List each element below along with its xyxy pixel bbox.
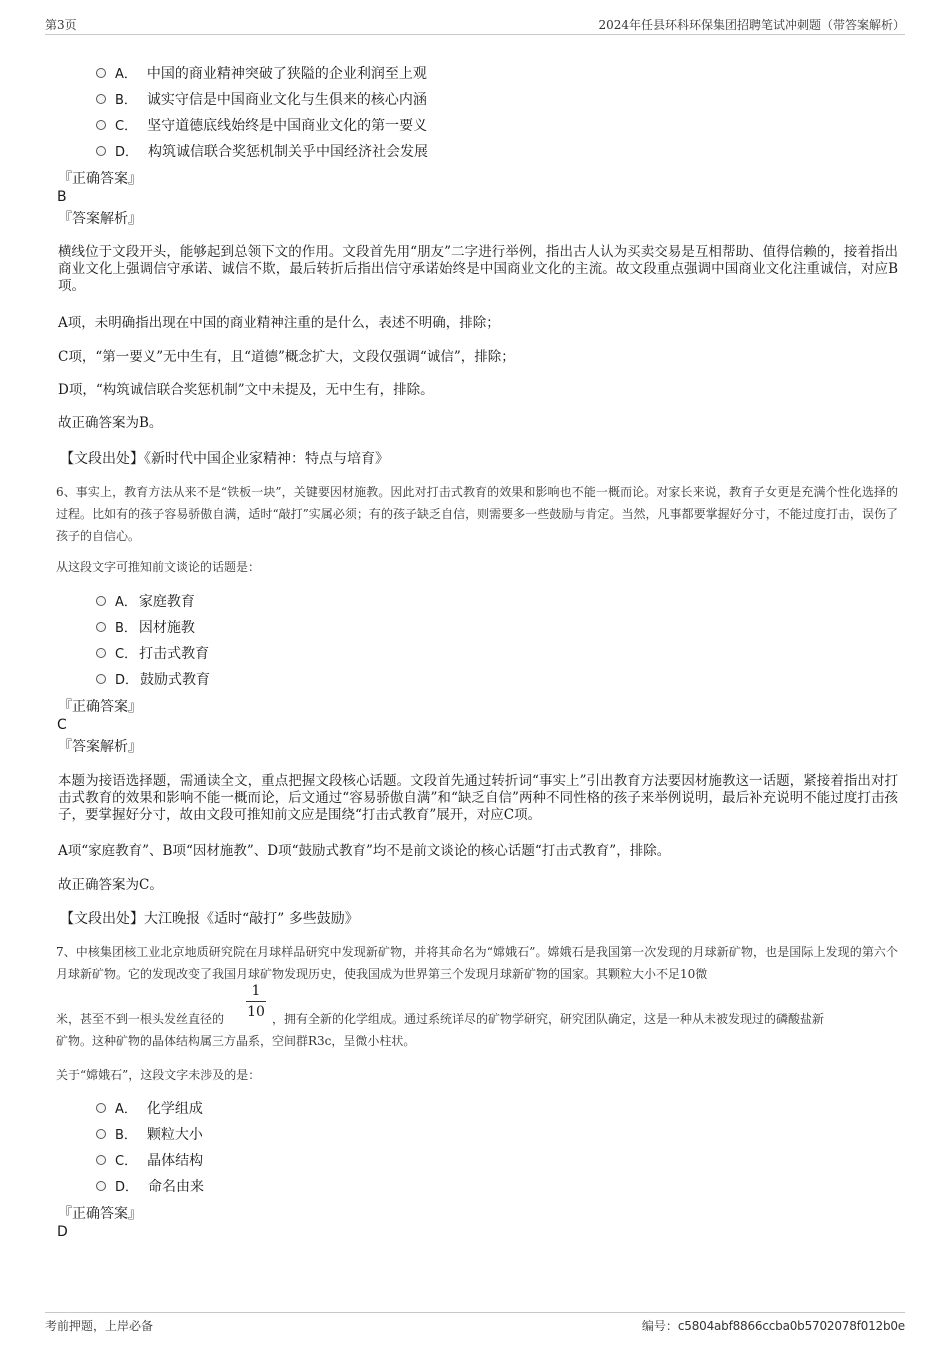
q5-answer: B <box>57 189 67 205</box>
q5-analysis-a: A项，未明确指出现在中国的商业精神注重的是什么，表述不明确，排除； <box>58 315 500 331</box>
q7-stem-line2-pre: 米，甚至不到一根头发丝直径的 <box>56 1012 225 1026</box>
q6-option-b[interactable]: B． 因材施教 <box>96 619 195 638</box>
footer-slogan: 考前押题，上岸必备 <box>45 1319 154 1333</box>
q5-answer-label: 『正确答案』 <box>58 171 142 187</box>
q6-option-d[interactable]: D． 鼓励式教育 <box>96 671 210 690</box>
radio-icon[interactable] <box>96 146 106 156</box>
q7-question: 关于“嫦娥石”，这段文字未涉及的是： <box>56 1068 261 1082</box>
q6-source: 【文段出处】大江晚报《适时“敲打” 多些鼓励》 <box>60 911 359 927</box>
document-code-label: 编号： <box>641 1319 678 1333</box>
radio-icon[interactable] <box>96 648 106 658</box>
q5-analysis-d: D项，“构筑诚信联合奖惩机制”文中未提及，无中生有，排除。 <box>58 382 434 398</box>
q6-stem: 6、事实上，教育方法从来不是“铁板一块”，关键要因材施教。因此对打击式教育的效果和影响也不能一概而论。对家长来说，教育子女更是充满个性化选择的过程。比如有的孩子容易骄傲自满，适时“敲打”实属必须；有的孩子缺乏自信，则需要多一些鼓励与肯定。当然，凡事都要掌握好分寸，不能过度打击，误伤了孩子的自信心。 <box>56 485 898 543</box>
document-title: 2024年任县环科环保集团招聘笔试冲刺题（带答案解析） <box>598 18 905 32</box>
radio-icon[interactable] <box>96 120 106 130</box>
document-code-value: c5804abf8866ccba0b5702078f012b0e <box>677 1319 905 1333</box>
radio-icon[interactable] <box>96 1103 106 1113</box>
radio-icon[interactable] <box>96 596 106 606</box>
q6-answer-label: 『正确答案』 <box>58 699 142 715</box>
q7-answer-label: 『正确答案』 <box>58 1206 142 1222</box>
q5-source: 【文段出处】《新时代中国企业家精神：特点与培育》 <box>60 451 389 467</box>
q7-stem-line2-post: ，拥有全新的化学组成。通过系统详尽的矿物学研究，研究团队确定，这是一种从未被发现过的磷酸盐新 <box>272 1012 825 1026</box>
q6-question: 从这段文字可推知前文谈论的话题是： <box>56 560 261 574</box>
fraction-numerator: 1 <box>251 983 261 999</box>
radio-icon[interactable] <box>96 1155 106 1165</box>
q7-option-b[interactable]: B． 颗粒大小 <box>96 1126 203 1145</box>
q6-analysis-paragraph: 本题为接语选择题，需通读全文，重点把握文段核心话题。文段首先通过转折词“事实上”引出教育方法要因材施教这一话题，紧接着指出对打击式教育的效果和影响不能一概而论，后文通过“容易骄傲自满”和“缺乏自信”两种不同性格的孩子来举例说明，最后补充说明不能过度打击孩子，要掌握好分寸，故由文段可推知前文应是围绕“打击式教育”展开，对应C项。 <box>58 773 898 823</box>
fraction <box>244 982 268 1021</box>
document-code <box>642 1317 905 1334</box>
q5-option-d[interactable]: D． 构筑诚信联合奖惩机制关乎中国经济社会发展 <box>96 143 428 162</box>
radio-icon[interactable] <box>96 1129 106 1139</box>
q5-conclusion: 故正确答案为B。 <box>58 415 163 431</box>
page-header <box>45 14 905 35</box>
q6-analysis-options: A项“家庭教育”、B项“因材施教”、D项“鼓励式教育”均不是前文谈论的核心话题“打击式教育”，排除。 <box>58 843 671 859</box>
radio-icon[interactable] <box>96 68 106 78</box>
q5-option-b[interactable]: B． 诚实守信是中国商业文化与生俱来的核心内涵 <box>96 91 427 110</box>
q5-analysis-paragraph: 横线位于文段开头，能够起到总领下文的作用。文段首先用“朋友”二字进行举例，指出古人认为买卖交易是互相帮助、值得信赖的，接着指出商业文化上强调信守承诺、诚信不欺，最后转折后指出信守承诺始终是中国商业文化的主流。故文段重点强调中国商业文化注重诚信，对应B项。 <box>58 244 898 294</box>
q5-analysis-label: 『答案解析』 <box>58 211 142 227</box>
radio-icon[interactable] <box>96 622 106 632</box>
radio-icon[interactable] <box>96 94 106 104</box>
q7-option-c[interactable]: C． 晶体结构 <box>96 1152 203 1171</box>
radio-icon[interactable] <box>96 674 106 684</box>
page-number: 第3页 <box>45 18 77 32</box>
q6-analysis-label: 『答案解析』 <box>58 739 142 755</box>
q7-option-d[interactable]: D． 命名由来 <box>96 1178 204 1197</box>
q7-option-a[interactable]: A． 化学组成 <box>96 1100 203 1119</box>
q7-stem-line3: 矿物。这种矿物的晶体结构属三方晶系，空间群R3c，呈微小柱状。 <box>56 1034 416 1048</box>
q5-analysis-c: C项，“第一要义”无中生有，且“道德”概念扩大，文段仅强调“诚信”，排除； <box>58 349 515 365</box>
q6-conclusion: 故正确答案为C。 <box>58 877 163 893</box>
q5-option-c[interactable]: C． 坚守道德底线始终是中国商业文化的第一要义 <box>96 117 427 136</box>
q5-option-a[interactable]: A． 中国的商业精神突破了狭隘的企业利润至上观 <box>96 65 427 84</box>
radio-icon[interactable] <box>96 1181 106 1191</box>
q6-option-a[interactable]: A． 家庭教育 <box>96 593 195 612</box>
fraction-denominator: 10 <box>247 1004 265 1020</box>
q7-stem-line1: 7、中核集团核工业北京地质研究院在月球样品研究中发现新矿物，并将其命名为“嫦娥石”。嫦娥石是我国第一次发现的月球新矿物，也是国际上发现的第六个月球新矿物。它的发现改变了我国月球矿物发现历史，使我国成为世界第三个发现月球新矿物的国家。其颗粒大小不足10微 <box>56 945 898 981</box>
q7-answer: D <box>57 1224 68 1240</box>
q6-option-c[interactable]: C． 打击式教育 <box>96 645 209 664</box>
q6-answer: C <box>57 717 67 733</box>
fraction-bar <box>246 1001 266 1002</box>
page-footer <box>45 1312 905 1335</box>
